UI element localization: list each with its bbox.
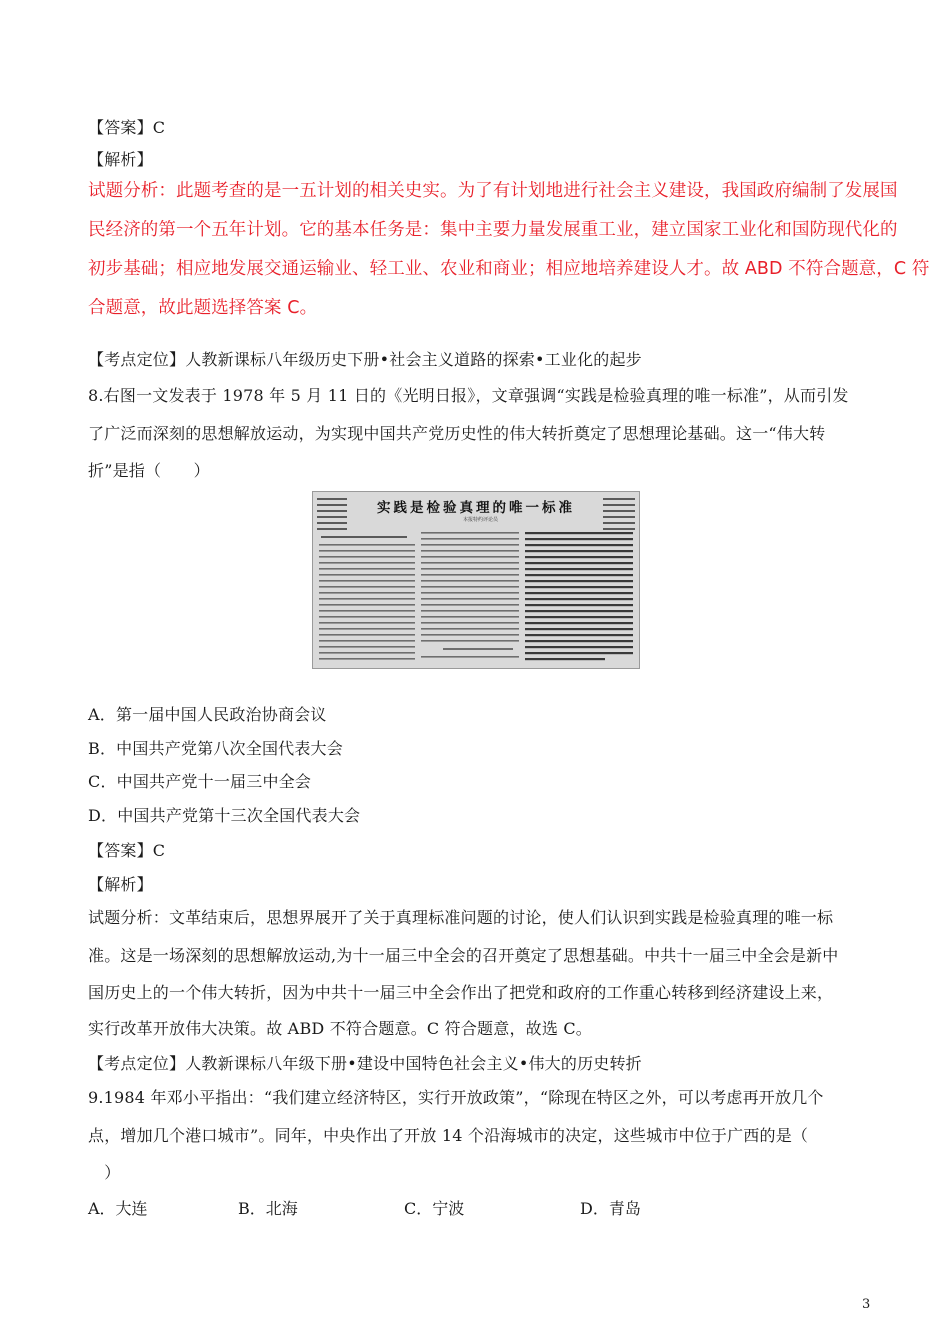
newspaper-byline: 本报特约评论员 [463,517,499,523]
q9-stem-line: 9.1984 年邓小平指出：“我们建立经济特区，实行开放政策”，“除现在特区之外，可以考虑再开放几个 [88,1088,824,1107]
q8-analysis-line: 试题分析：文革结束后，思想界展开了关于真理标准问题的讨论，使人们认识到实践是检验真理的唯一标 [88,908,834,927]
q9-option-a: A．大连 [88,1199,148,1218]
q9-stem-line: ） [88,1163,121,1182]
q9-option-c: C．宁波 [404,1199,465,1218]
q8-option-c: C．中国共产党十一届三中全会 [88,772,312,791]
q7-analysis-line: 合题意，故此题选择答案 C。 [88,298,318,318]
q8-stem-line: 折”是指（ ） [88,461,210,480]
q8-stem-line: 8.右图一文发表于 1978 年 5 月 11 日的《光明日报》，文章强调“实践是检验真理的唯一标准”，从而引发 [88,386,849,405]
q8-option-b: B．中国共产党第八次全国代表大会 [88,739,343,758]
q8-analysis-line: 国历史上的一个伟大转折，因为中共十一届三中全会作出了把党和政府的工作重心转移到经济建设上来， [88,983,834,1002]
q7-analysis-line: 民经济的第一个五年计划。它的基本任务是：集中主要力量发展重工业，建立国家工业化和国防现代化的 [88,220,898,240]
q7-analysis-label: 【解析】 [88,150,153,169]
q8-analysis-line: 实行改革开放伟大决策。故 ABD 不符合题意。C 符合题意，故选 C。 [88,1019,592,1038]
q8-option-d: D．中国共产党第十三次全国代表大会 [88,806,361,825]
q7-answer: 【答案】C [88,118,166,137]
q8-analysis-line: 准。这是一场深刻的思想解放运动,为十一届三中全会的召开奠定了思想基础。中共十一届三中全会是新中 [88,946,839,965]
q9-option-b: B．北海 [238,1199,298,1218]
page-number: 3 [862,1297,871,1312]
q9-stem-line: 点，增加几个港口城市”。同年，中央作出了开放 14 个沿海城市的决定，这些城市中位于广西的是（ [88,1126,809,1145]
q8-analysis-label: 【解析】 [88,875,153,894]
newspaper-headline: 实践是检验真理的唯一标准 [377,500,575,516]
q8-kaodian: 【考点定位】人教新课标八年级下册•建设中国特色社会主义•伟大的历史转折 [88,1054,642,1073]
q8-option-a: A．第一届中国人民政治协商会议 [88,705,327,724]
q8-stem-line: 了广泛而深刻的思想解放运动，为实现中国共产党历史性的伟大转折奠定了思想理论基础。这一“伟大转 [88,424,826,443]
newspaper-clipping-image [312,491,640,669]
q7-kaodian: 【考点定位】人教新课标八年级历史下册•社会主义道路的探索•工业化的起步 [88,350,642,369]
q9-option-d: D．青岛 [580,1199,641,1218]
q8-answer: 【答案】C [88,841,166,860]
q7-analysis-line: 初步基础；相应地发展交通运输业、轻工业、农业和商业；相应地培养建设人才。故 ABD 不符合题意，C 符 [88,259,930,279]
q7-analysis-line: 试题分析：此题考查的是一五计划的相关史实。为了有计划地进行社会主义建设，我国政府编制了发展国 [88,181,898,201]
